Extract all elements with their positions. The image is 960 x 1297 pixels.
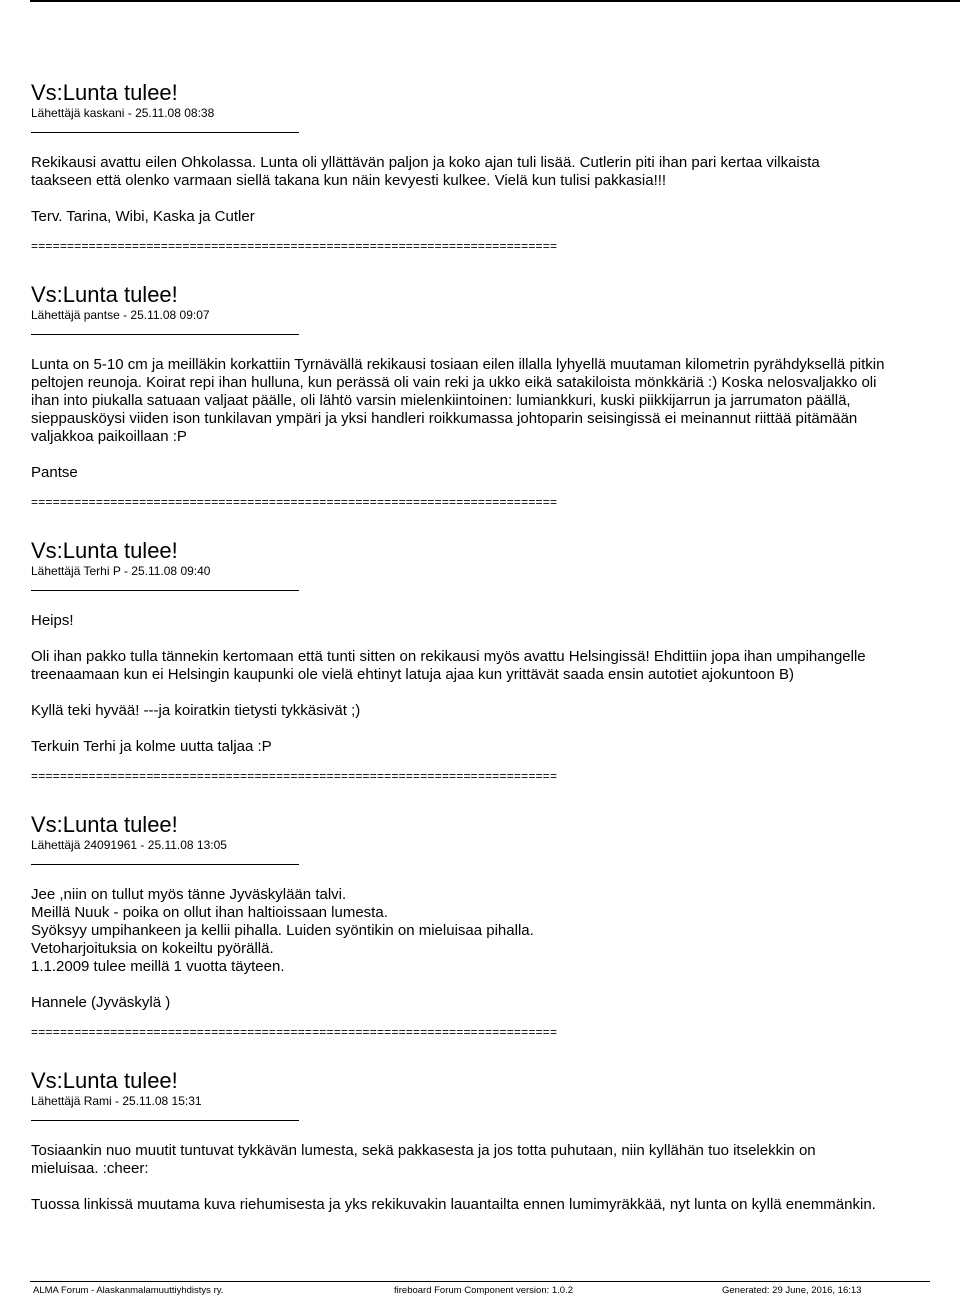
footer-component-version: fireboard Forum Component version: 1.0.2 [394, 1285, 574, 1296]
forum-post [31, 1068, 960, 1214]
post-body [31, 154, 960, 226]
post-paragraph: Kyllä teki hyvää! ---ja koiratkin tietysti tykkäsivät ;) [31, 702, 361, 719]
post-header-divider [31, 1120, 299, 1121]
post-author-date: Lähettäjä Rami - 25.11.08 15:31 [31, 1094, 202, 1108]
post-paragraph: Oli ihan pakko tulla tännekin kertomaan että tunti sitten on rekikausi myös avattu Helsingissä! Ehdittiin jopa ihan umpihangelle treenaamaan kun ei Helsingin kaupunki ole vielä ehtinyt latuja ajaa kun yrittävät saada ensin autotiet ajokuntoon B) [31, 648, 866, 683]
post-paragraph: Tosiaankin nuo muutit tuntuvat tykkävän lumesta, sekä pakkasesta ja jos totta puhutaan, niin kyllähän tuo itselekkin on mieluisaa. :cheer: [31, 1142, 816, 1177]
post-paragraph: Rekikausi avattu eilen Ohkolassa. Lunta oli yllättävän paljon ja koko ajan tuli lisää. Cutlerin piti ihan pari kertaa vilkaista taakseen että olenko varmaan siellä takana kun näin kevyesti kulkee. Vielä kun tulisi pakkasia!!! [31, 154, 820, 189]
forum-post [31, 812, 960, 1039]
post-separator: ========================================================================= [31, 769, 558, 783]
footer-generated-date: Generated: 29 June, 2016, 16:13 [722, 1285, 862, 1296]
post-title: Vs:Lunta tulee! [31, 812, 178, 837]
post-list [31, 80, 960, 1214]
post-header-divider [31, 132, 299, 133]
post-separator: ========================================================================= [31, 239, 558, 253]
post-paragraph: Pantse [31, 464, 78, 481]
post-title: Vs:Lunta tulee! [31, 1068, 178, 1093]
post-separator: ========================================================================= [31, 495, 558, 509]
post-header-divider [31, 590, 299, 591]
post-title: Vs:Lunta tulee! [31, 538, 178, 563]
post-body [31, 1142, 960, 1214]
top-rule [30, 0, 960, 2]
forum-post [31, 80, 960, 253]
post-body [31, 612, 960, 756]
post-paragraph: Hannele (Jyväskylä ) [31, 994, 171, 1011]
post-header-divider [31, 864, 299, 865]
post-title: Vs:Lunta tulee! [31, 80, 178, 105]
post-title: Vs:Lunta tulee! [31, 282, 178, 307]
post-paragraph: Lunta on 5-10 cm ja meilläkin korkattiin Tyrnävällä rekikausi tosiaan eilen illalla lyhyellä muutaman kilometrin pyrähdyksellä pitkin peltojen reunoja. Koirat repi ihan hulluna, kun perässä oli vain reki ja ukko eikä satakiloista mönkkäriä :) Koska nelosvaljakko oli ihan into piukalla satuaan valjaat päälle, oli lähtö varsin mielenkiintoinen: lumiankkuri, kuski piikkijarrun ja jarrumaton päällä, sieppausköysi viiden ison tunkilavan ympäri ja yksi handleri roikkumassa johtoparin seisingissä ei meinannut riittää pitämään valjakkoa paikoillaan :P [31, 356, 885, 445]
post-author-date: Lähettäjä Terhi P - 25.11.08 09:40 [31, 564, 211, 578]
post-body [31, 886, 960, 1012]
post-paragraph: Terv. Tarina, Wibi, Kaska ja Cutler [31, 208, 255, 225]
post-separator: ========================================================================= [31, 1025, 558, 1039]
footer-site-name: ALMA Forum - Alaskanmalamuuttiyhdistys ry. [33, 1285, 224, 1296]
post-paragraph: Tuossa linkissä muutama kuva riehumisesta ja yks rekikuvakin lauantailta ennen lumimyräkkää, nyt lunta on kyllä enemmänkin. [31, 1196, 876, 1213]
post-paragraph: Heips! [31, 612, 74, 629]
post-author-date: Lähettäjä pantse - 25.11.08 09:07 [31, 308, 210, 322]
forum-post [31, 538, 960, 783]
post-paragraph: Jee ,niin on tullut myös tänne Jyväskylään talvi. Meillä Nuuk - poika on ollut ihan haltioissaan lumesta. Syöksyy umpihankeen ja kellii pihalla. Luiden syöntikin on mieluisaa pihalla. Vetoharjoituksia on kokeiltu pyörällä. 1.1.2009 tulee meillä 1 vuotta täyteen. [31, 886, 534, 975]
post-paragraph: Terkuin Terhi ja kolme uutta taljaa :P [31, 738, 272, 755]
page-footer [30, 1281, 930, 1297]
post-header-divider [31, 334, 299, 335]
forum-post [31, 282, 960, 509]
post-author-date: Lähettäjä kaskani - 25.11.08 08:38 [31, 106, 215, 120]
post-author-date: Lähettäjä 24091961 - 25.11.08 13:05 [31, 838, 227, 852]
post-body [31, 356, 960, 482]
